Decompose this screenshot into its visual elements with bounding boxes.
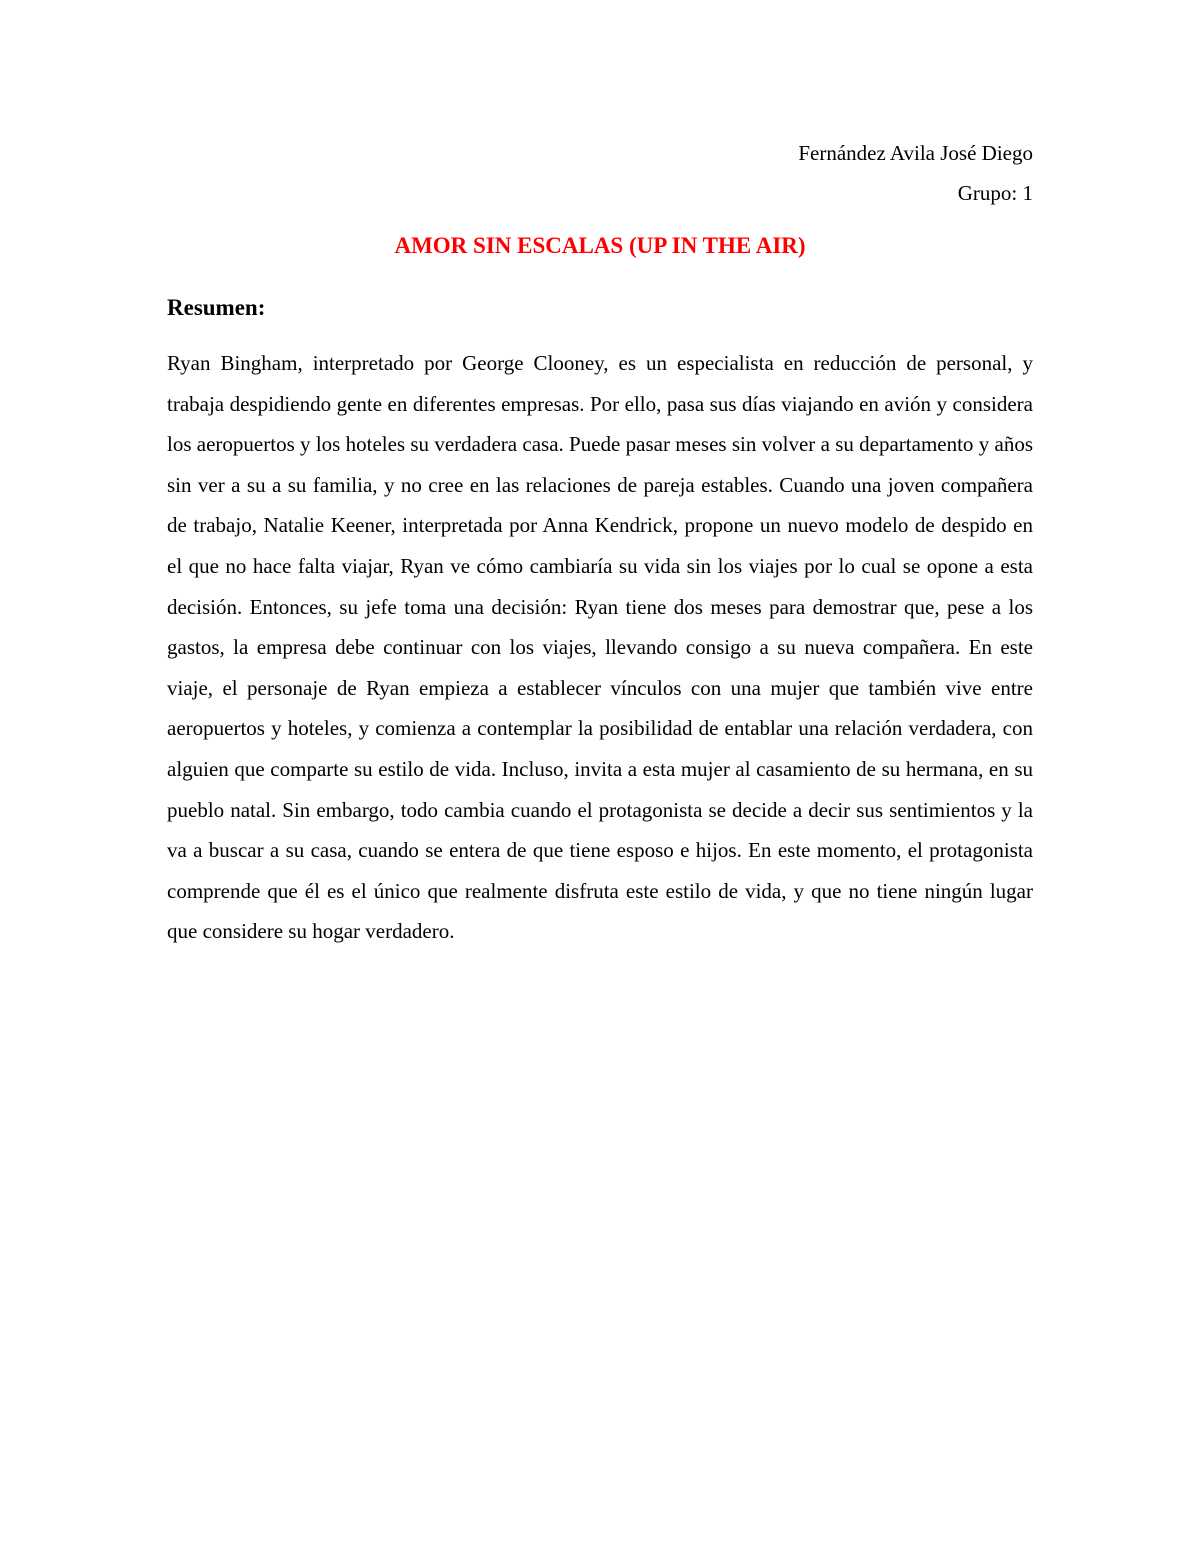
group-number: Grupo: 1	[957, 181, 1033, 205]
document-title: AMOR SIN ESCALAS (UP IN THE AIR)	[394, 233, 806, 258]
document-content	[167, 136, 1033, 952]
section-heading: Resumen:	[167, 295, 266, 320]
author-name: Fernández Avila José Diego	[798, 141, 1033, 165]
summary-paragraph: Ryan Bingham, interpretado por George Clooney, es un especialista en reducción de personal, y trabaja despidiendo gente en diferentes empresas. Por ello, pasa sus días viajando en avión y considera los aeropuertos y los hoteles su verdadera casa. Puede pasar meses sin volver a su departamento y años sin ver a su a su familia, y no cree en las relaciones de pareja estables. Cuando una joven compañera de trabajo, Natalie Keener, interpretada por Anna Kendrick, propone un nuevo modelo de despido en el que no hace falta viajar, Ryan ve cómo cambiaría su vida sin los viajes por lo cual se opone a esta decisión. Entonces, su jefe toma una decisión: Ryan tiene dos meses para demostrar que, pese a los gastos, la empresa debe continuar con los viajes, llevando consigo a su nueva compañera. En este viaje, el personaje de Ryan empieza a establecer vínculos con una mujer que también vive entre aeropuertos y hoteles, y comienza a contemplar la posibilidad de entablar una relación verdadera, con alguien que comparte su estilo de vida. Incluso, invita a esta mujer al casamiento de su hermana, en su pueblo natal. Sin embargo, todo cambia cuando el protagonista se decide a decir sus sentimientos y la va a buscar a su casa, cuando se entera de que tiene esposo e hijos. En este momento, el protagonista comprende que él es el único que realmente disfruta este estilo de vida, y que no tiene ningún lugar que considere su hogar verdadero.	[167, 351, 1033, 944]
